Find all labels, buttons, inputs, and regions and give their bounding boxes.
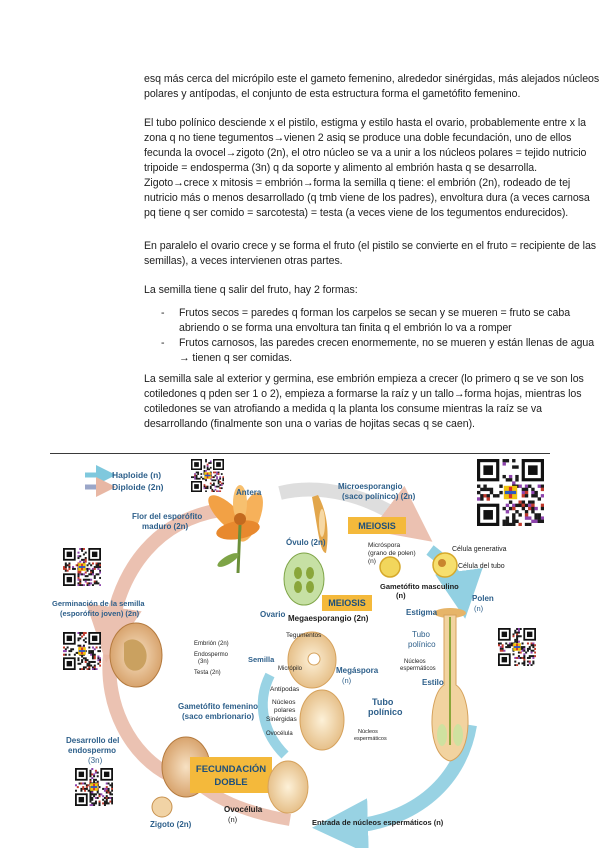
paragraph-2: El tubo polínico desciende x el pistilo, estigma y estilo hasta el ovario, probablemente entre x la zona q no tiene tegumentos→vienen 2 asiq se produce una doble fecundación, uno de ellos fecunda la ovocel→zigoto (2n), el otro núcleo se va a unir a los núcleos polares = tejido nutricio tripoide = endosperma (3n) q da soporte y alimento al embrión hasta q se desarrolla. Zigoto→crece x mitosis = embrión→forma la semilla q tiene: el embrión (2n), rodeado de tej nutricio más o menos desarrollado (q tmb viene de los padres), envoltura dura (a veces carnosa pq tiene q ser comido = sarcotesta) = testa (a veces viene de los tegumentos endurecidos).	[144, 117, 590, 219]
label-gametofito-masculino-2: (n)	[396, 591, 406, 600]
label-germinacion-1: Germinación de la semilla	[52, 599, 145, 608]
paragraph-1: esq más cerca del micrópilo este el gameto femenino, alrededor sinérgidas, más alejados núcleos polares y antípodas, el conjunto de esta estructura forma el gametófito femenino.	[144, 73, 600, 100]
legend	[85, 470, 164, 492]
label-celula-generativa: Célula generativa	[452, 546, 507, 553]
meiosis-top: MEIOSIS	[358, 521, 396, 531]
label-celula-tubo: Célula del tubo	[458, 563, 505, 570]
label-testa: Testa (2n)	[194, 670, 221, 676]
label-nucleos-polares-1: Núcleos	[272, 699, 296, 706]
label-germinacion-2: (esporófito joven) (2n)	[60, 609, 140, 618]
label-ovocelula-small: Ovocélula	[266, 731, 293, 737]
label-estilo: Estilo	[422, 678, 444, 687]
legend-haploid: Haploide (n)	[112, 470, 162, 480]
qr-code-icon	[477, 459, 544, 526]
label-microspora-2: (grano de polen)	[368, 550, 416, 557]
label-gametofito-femenino-2: (saco embrionario)	[182, 712, 255, 721]
qr-code-icon	[63, 632, 101, 670]
label-nucleos-polares-2: polares	[274, 707, 296, 714]
zygote-icon	[152, 797, 172, 817]
ovule-fertilization-illustration	[268, 761, 308, 813]
label-tubo-right-2: polínico	[408, 640, 436, 649]
label-endospermo-2: (3n)	[198, 659, 209, 665]
label-endospermo-1: Endospermo	[194, 652, 229, 658]
label-nucleos-right-1: Núcleos	[404, 659, 426, 665]
embryo-sac-illustration	[300, 690, 344, 750]
qr-code-icon	[75, 768, 113, 806]
label-megaspora-2: (n)	[342, 676, 352, 685]
label-nucleos-right-2: espermáticos	[400, 666, 436, 672]
meiosis-mid: MEIOSIS	[328, 598, 366, 608]
label-tegumentos: Tegumentos	[286, 632, 322, 639]
label-gametofito-femenino-1: Gametófito femenino	[178, 702, 259, 711]
label-flor-1: Flor del esporófito	[132, 512, 203, 521]
horizontal-divider	[50, 453, 550, 454]
label-nucleos-mid-1: Núcleos	[358, 729, 378, 735]
label-gametofito-masculino-1: Gametófito masculino	[380, 582, 459, 591]
label-flor-2: maduro (2n)	[142, 522, 189, 531]
label-antera: Antera	[236, 488, 262, 497]
label-antipodas: Antípodas	[270, 686, 300, 693]
label-microsporangio-1: Microesporangio	[338, 482, 403, 491]
label-megaspora-1: Megáspora	[336, 666, 379, 675]
label-desarrollo-1: Desarrollo del	[66, 736, 120, 745]
label-microspora-3: (n)	[368, 558, 376, 565]
generative-cell-icon	[438, 559, 446, 567]
label-ovocelula-1: Ovocélula	[224, 805, 263, 814]
label-nucleos-mid-2: espermáticos	[354, 736, 387, 742]
angiosperm-life-cycle-diagram	[50, 455, 550, 848]
forms-list	[144, 306, 600, 366]
fecundacion-2: DOBLE	[214, 777, 248, 788]
fecundacion-1: FECUNDACIÓN	[195, 764, 267, 775]
legend-diploid: Diploide (2n)	[112, 482, 164, 492]
label-ovulo: Óvulo (2n)	[286, 538, 326, 547]
list-item: - Frutos carnosos, las paredes crecen enormemente, no se mueren y están llenas de agua → tienen q ser comidas.	[144, 336, 600, 366]
closing-paragraph: La semilla sale al exterior y germina, ese embrión empieza a crecer (lo primero q se ve son los cotiledones q pden ser 1 o 2), empieza a formarse la raíz y un tallo→forma hojas, mientras los cotiledones se van atrofiando a medida q la planta los consume mientras la raíz se va desarrollando (finalmente son una o varias de hojitas secas q se caen).	[144, 373, 584, 430]
label-sinergidas: Sinérgidas	[266, 716, 297, 723]
list-item: - Frutos secos = paredes q forman los carpelos se secan y se mueren = fruto se caba abriendo o se forma una envoltura tan finita q el embrión lo va a romper	[144, 306, 600, 336]
label-estigma: Estigma	[406, 608, 438, 617]
label-polen-2: (n)	[474, 604, 484, 613]
label-desarrollo-2: endospermo	[68, 746, 117, 755]
qr-code-icon	[191, 459, 224, 492]
label-tubo-mid-1: Tubo	[372, 697, 394, 707]
qr-code-icon	[498, 628, 536, 666]
megaspore-icon	[308, 653, 320, 665]
label-polen-1: Polen	[472, 594, 494, 603]
paragraph-3: En paralelo el ovario crece y se forma el fruto (el pistilo se convierte en el fruto = recipiente de las semillas), a veces intervienen otras partes.	[144, 240, 597, 267]
pollen-grain-icon	[380, 557, 400, 577]
label-semilla: Semilla	[248, 655, 275, 664]
label-ovocelula-2: (n)	[228, 815, 238, 824]
label-megasporangio: Megaesporangio (2n)	[288, 614, 369, 623]
label-entrada: Entrada de núcleos espermáticos (n)	[312, 818, 444, 827]
label-tubo-mid-2: polínico	[368, 707, 403, 717]
label-tubo-right-1: Tubo	[412, 630, 430, 639]
seed-illustration	[110, 623, 162, 687]
paragraph-4: La semilla tiene q salir del fruto, hay 2 formas:	[144, 284, 358, 296]
label-micropilo: Micrópilo	[278, 666, 303, 672]
ovary-illustration	[284, 553, 324, 605]
label-microsporangio-2: (saco polínico) (2n)	[342, 492, 416, 501]
label-embrion: Embrión (2n)	[194, 641, 229, 647]
label-desarrollo-3: (3n)	[88, 756, 103, 765]
label-zigoto: Zigoto (2n)	[150, 820, 192, 829]
label-microspora-1: Micróspora	[368, 542, 401, 549]
flower-illustration	[203, 485, 269, 573]
label-ovario: Ovario	[260, 610, 286, 619]
qr-code-icon	[63, 548, 101, 586]
